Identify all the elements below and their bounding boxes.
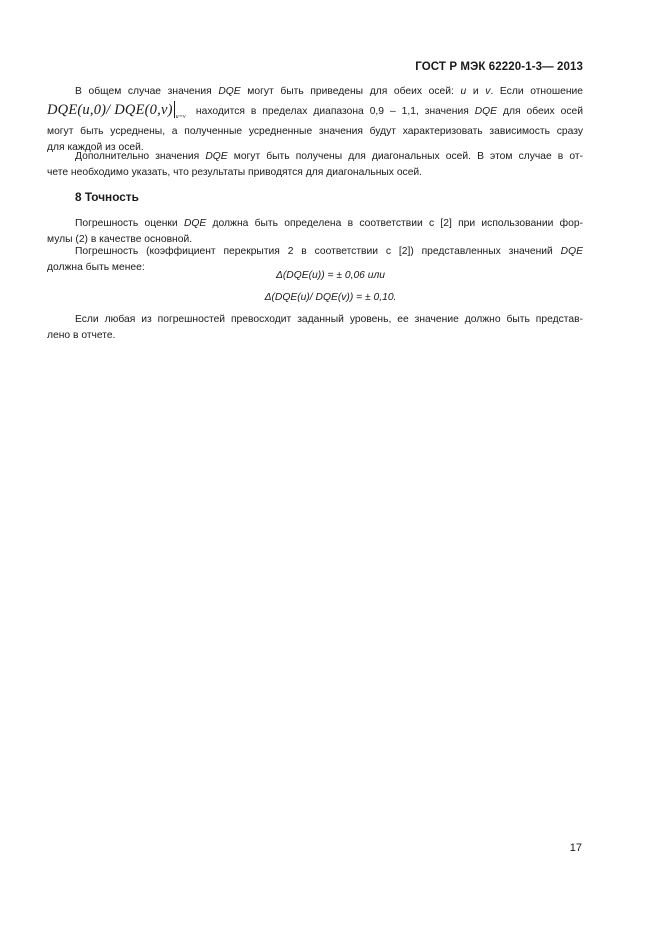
paragraph-line: лено в отчете. [47, 330, 116, 342]
formula-line [47, 101, 583, 125]
paragraph-line: мулы (2) в качестве основной. [47, 234, 193, 246]
dqe-ratio-formula: DQE(u,0)/ DQE(0,v) $_{u=v}$ [47, 102, 186, 120]
paragraph-line: находится в пределах диапазона 0,9 – 1,1, значения DQE для обеих осей [195, 106, 583, 117]
paragraph-line: Погрешность оценки DQE должна быть определена в соответствии с [2] при использовании фор- [75, 218, 583, 229]
paragraph-diagonal [47, 149, 583, 181]
paragraph-line: Если любая из погрешностей превосходит заданный уровень, ее значение должно быть представ- [75, 314, 583, 325]
document-header: ГОСТ Р МЭК 62220-1-3— 2013 [415, 61, 583, 73]
paragraph-report [47, 312, 583, 344]
paragraph-line: должна быть менее: [47, 262, 145, 274]
paragraph-line: чете необходимо указать, что результаты приводятся для диагональных осей. [47, 167, 423, 179]
evaluation-bar [174, 101, 175, 118]
section-heading: 8 Точность [75, 190, 139, 204]
formula-subscript: u=v [175, 114, 186, 120]
paragraph-line: Погрешность (коэффициент перекрытия 2 в соответствии с [2]) представленных значений DQE [75, 246, 583, 257]
paragraph-line: Дополнительно значения DQE могут быть получены для диагональных осей. В этом случае в от- [75, 151, 583, 162]
paragraph-line: для каждой из осей. [47, 142, 144, 154]
page-number: 17 [569, 842, 582, 854]
paragraph-line: могут быть усреднены, а полученные усредненные значения будут характеризовать зависимость сразу [47, 126, 583, 137]
equation-1: Δ(DQE(u)) = ± 0,06 или [275, 270, 386, 281]
equation-2: Δ(DQE(u)/ DQE(v)) = ± 0,10. [264, 292, 397, 303]
paragraph-dqe-axes [47, 84, 583, 100]
paragraph-line: В общем случае значения DQE могут быть приведены для обеих осей: u и v. Если отношение [75, 86, 583, 97]
